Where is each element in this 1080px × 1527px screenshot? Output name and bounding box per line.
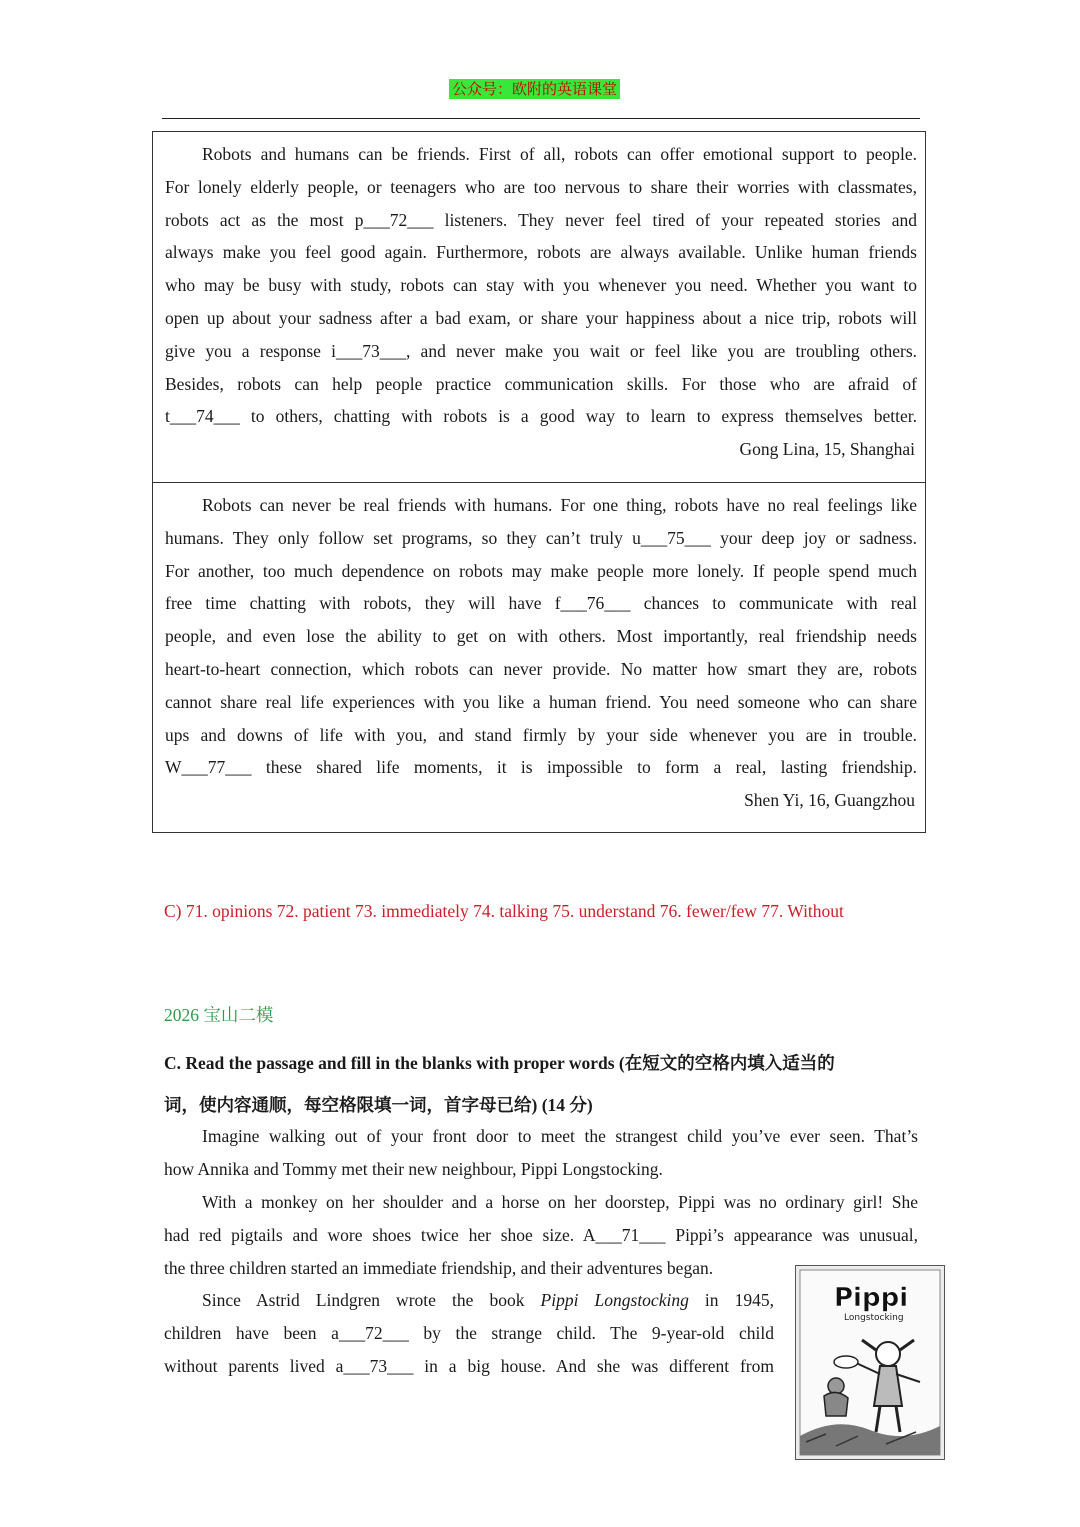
passage-a-line: robots act as the most p___72___ listeners. They never feel tired of your repeated stories and: [165, 209, 917, 230]
passage-a-line: who may be busy with study, robots can stay with you whenever you need. Whether you want to: [165, 275, 917, 296]
passage-c-line: With a monkey on her shoulder and a horse on her doorstep, Pippi was no ordinary girl! She: [202, 1192, 918, 1212]
passage-a-box: [152, 131, 926, 483]
passage-c-line: Imagine walking out of your front door to meet the strangest child you’ve ever seen. That’s: [202, 1126, 918, 1146]
passage-a-line: always make you feel good again. Furthermore, robots are always available. Unlike human friends: [165, 242, 917, 263]
answer-key: C) 71. opinions 72. patient 73. immediately 74. talking 75. understand 76. fewer/few 77. Without: [164, 901, 844, 921]
book-title: Pippi Longstocking: [540, 1290, 689, 1310]
instruction-line: C. Read the passage and fill in the blanks with proper words (在短文的空格内填入适当的: [164, 1053, 835, 1073]
book-cover-drawing: [796, 1266, 944, 1459]
passage-c-text: Since Astrid Lindgren wrote the book: [202, 1290, 541, 1310]
passage-c-line: had red pigtails and wore shoes twice her shoe size. A___71___ Pippi’s appearance was unusual,: [164, 1224, 918, 1245]
passage-a-text: [165, 138, 917, 433]
exam-source-label: 2026 宝山二模: [164, 1005, 274, 1025]
passage-b-line: people, and even lose the ability to get on with others. Most importantly, real friendship needs: [165, 626, 917, 647]
pippi-book-cover-image: [795, 1265, 945, 1460]
passage-c-text: in 1945,: [688, 1290, 774, 1310]
passage-b-line: ups and downs of life with you, and stand firmly by your side whenever you are in trouble.: [165, 724, 917, 745]
passage-b-line: cannot share real life experiences with you like a human friend. You need someone who can share: [165, 691, 917, 712]
passage-b-line: W___77___ these shared life moments, it is impossible to form a real, lasting friendship.: [165, 757, 917, 778]
passage-c-paragraph-1: [164, 1120, 918, 1186]
passage-a-line: For lonely elderly people, or teenagers who are too nervous to share their worries with classmates,: [165, 176, 917, 197]
passage-b-line: humans. They only follow set programs, so they can’t truly u___75___ your deep joy or sadness.: [165, 527, 917, 548]
header-divider: [162, 118, 920, 119]
passage-a-line: t___74___ to others, chatting with robots is a good way to learn to express themselves better.: [165, 406, 917, 427]
passage-c-line: the three children started an immediate friendship, and their adventures began.: [164, 1257, 714, 1278]
cover-subtitle: Longstocking: [844, 1313, 904, 1323]
instruction-line: 词，使内容通顺，每空格限填一词，首字母已给) (14 分): [164, 1095, 593, 1115]
passage-b-author: Shen Yi, 16, Guangzhou: [744, 790, 915, 810]
passage-b-line: Robots can never be real friends with humans. For one thing, robots have no real feelings like: [202, 495, 917, 515]
passage-c-line: children have been a___72___ by the strange child. The 9-year-old child: [164, 1322, 774, 1343]
passage-c-line: [164, 1284, 774, 1317]
passage-a-line: give you a response i___73___, and never make you wait or feel like you are troubling others.: [165, 340, 917, 361]
passage-a-author: Gong Lina, 15, Shanghai: [739, 439, 915, 459]
cover-title: Pippi: [834, 1283, 909, 1313]
header-tag: 公众号：欧附的英语课堂: [449, 79, 620, 99]
passage-c-line: without parents lived a___73___ in a big house. And she was different from: [164, 1355, 774, 1376]
passage-b-line: For another, too much dependence on robots may make people more lonely. If people spend much: [165, 560, 917, 581]
instruction-heading: [164, 1042, 920, 1126]
passage-b-box: [152, 482, 926, 833]
passage-b-text: [165, 489, 917, 784]
passage-a-line: Besides, robots can help people practice communication skills. For those who are afraid of: [165, 373, 917, 394]
passage-c-line: how Annika and Tommy met their new neighbour, Pippi Longstocking.: [164, 1158, 663, 1179]
passage-a-line: open up about your sadness after a bad exam, or share your happiness about a nice trip, robots will: [165, 307, 917, 328]
passage-b-line: free time chatting with robots, they will have f___76___ chances to communicate with real: [165, 593, 917, 614]
passage-b-line: heart-to-heart connection, which robots can never provide. No matter how smart they are, robots: [165, 658, 917, 679]
passage-c-paragraph-3: [164, 1284, 774, 1382]
passage-a-line: Robots and humans can be friends. First of all, robots can offer emotional support to people.: [202, 144, 917, 164]
